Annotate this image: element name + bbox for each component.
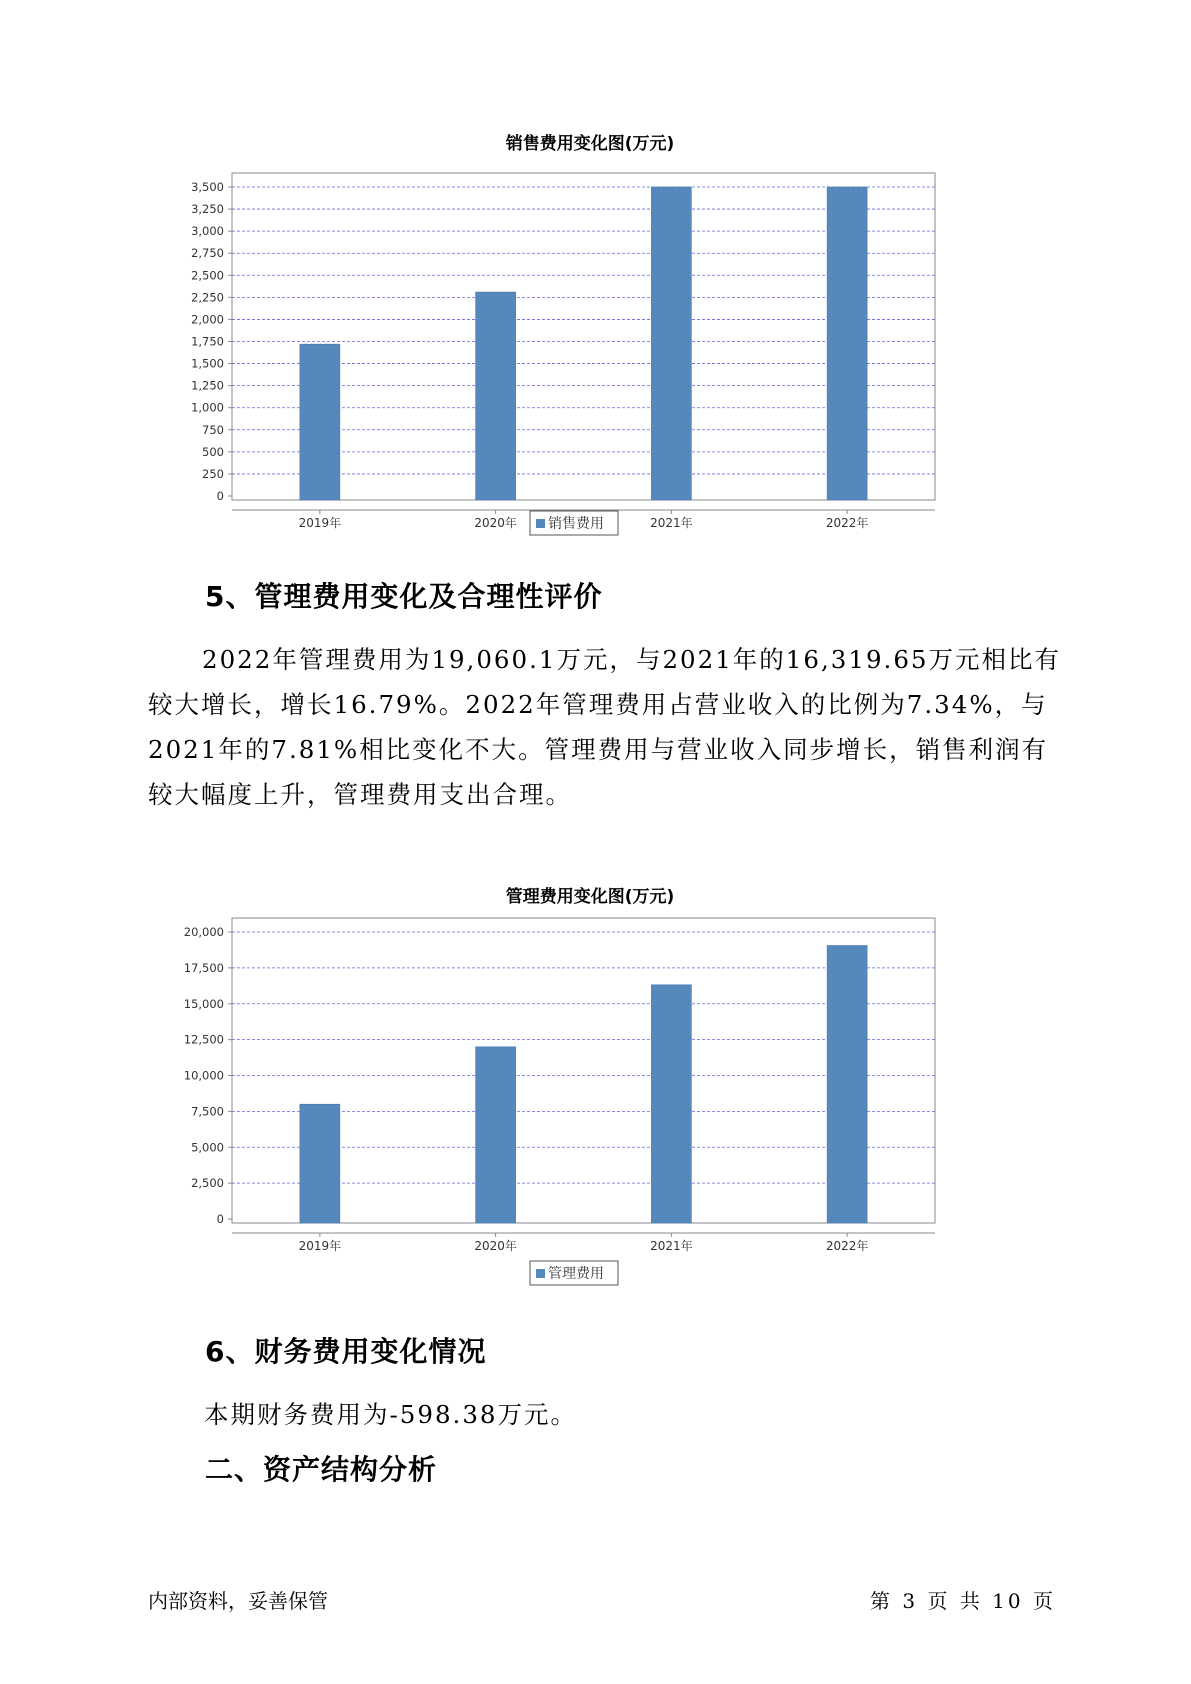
bar-2022年 [827,187,867,500]
confidential-note: 内部资料，妥善保管 [148,1589,328,1613]
y-tick-label: 15,000 [183,996,224,1011]
admin-expense-paragraph: 2022年管理费用为19,060.1万元，与2021年的16,319.65万元相比有较大增长，增长16.79%。2022年管理费用占营业收入的比例为7.34%，与2021年的7.81%相比变化不大。管理费用与营业收入同步增长，销售利润有较大幅度上升，管理费用支出合理。 [148,645,1061,809]
chart-title: 管理费用变化图(万元) [505,887,675,907]
sales-expense-chart [150,125,1040,545]
legend-swatch [536,1269,545,1278]
chart-title: 销售费用变化图(万元) [505,134,675,154]
y-tick-label: 1,750 [191,334,224,349]
x-tick-label: 2020年 [474,516,517,530]
x-tick-label: 2020年 [474,1239,517,1253]
finance-expense-paragraph: 本期财务费用为-598.38万元。 [204,1400,578,1429]
y-tick-label: 0 [216,489,224,503]
finance-expense-heading: 6、财务费用变化情况 [205,1335,487,1368]
y-tick-label: 2,500 [191,1176,224,1191]
y-tick-label: 7,500 [191,1104,224,1119]
y-tick-label: 3,000 [191,224,224,239]
admin-expense-chart [150,878,1040,1308]
page-number: 第 3 页 共 10 页 [870,1589,1056,1613]
x-tick-label: 2022年 [825,516,869,530]
y-tick-label: 10,000 [183,1068,224,1083]
y-tick-label: 2,000 [191,312,224,327]
legend-label: 管理费用 [548,1266,604,1282]
bar-2019年 [300,344,340,500]
y-tick-label: 2,750 [191,246,224,261]
sales-expense-chart-svg [150,125,1040,545]
bar-2022年 [827,945,867,1223]
y-tick-label: 20,000 [183,925,224,939]
asset-structure-heading: 二、资产结构分析 [205,1453,438,1486]
y-tick-label: 3,250 [191,202,224,217]
x-tick-label: 2022年 [825,1239,869,1253]
y-tick-label: 1,000 [191,400,224,415]
y-tick-label: 750 [202,422,224,437]
x-tick-label: 2019年 [298,516,342,530]
chart-legend [530,511,618,535]
y-tick-label: 0 [216,1212,224,1226]
y-tick-label: 17,500 [183,960,224,975]
bar-2020年 [476,1047,516,1223]
x-tick-label: 2021年 [650,516,693,530]
bar-2019年 [300,1104,340,1223]
y-tick-label: 3,500 [191,180,224,194]
y-tick-label: 250 [202,466,224,481]
y-tick-label: 12,500 [183,1032,224,1047]
legend-swatch [536,519,545,528]
bar-2020年 [476,292,516,500]
y-tick-label: 1,250 [191,378,224,393]
y-tick-label: 500 [202,444,224,459]
admin-expense-chart-svg [150,878,1040,1308]
y-tick-label: 2,250 [191,290,224,305]
y-tick-label: 2,500 [191,268,224,283]
bar-2021年 [651,187,691,500]
x-tick-label: 2019年 [298,1239,342,1253]
x-tick-label: 2021年 [650,1239,693,1253]
bar-2021年 [651,985,691,1223]
admin-expense-heading: 5、管理费用变化及合理性评价 [205,580,603,613]
y-tick-label: 5,000 [191,1140,224,1155]
y-tick-label: 1,500 [191,356,224,371]
legend-label: 销售费用 [548,516,604,532]
chart-legend [530,1261,618,1285]
